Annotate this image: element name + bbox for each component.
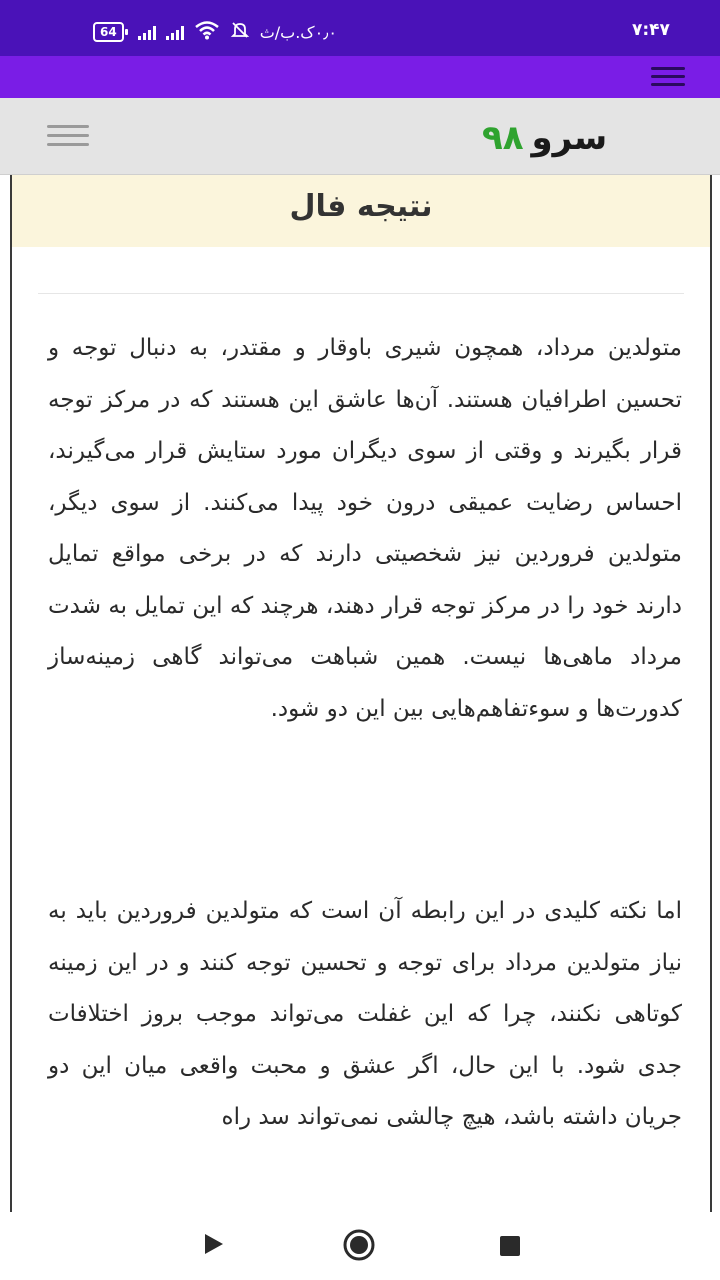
network-speed: ۰٫۰ک.ب/ث [259,22,338,42]
result-paragraph: متولدین مرداد، همچون شیری باوقار و مقتدر، به دنبال توجه و تحسین اطرافیان هستند. آن‌ها عاشق این هستند که در مرکز توجه قرار بگیرند و وقتی از سوی دیگران مورد ستایش قرار می‌گیرند، احساس رضایت عمیقی درون خود پیدا می‌کنند. از سوی دیگر، متولدین فروردین نیز شخصیتی دارند که در برخی مواقع تمایل دارند خود را در مرکز توجه قرار دهند، هرچند که این تمایل به شدت مرداد ماهی‌ها نیست. همین شباهت می‌تواند گاهی زمینه‌ساز کدورت‌ها و سوء‌تفاهم‌هایی بین این دو شود. [48,335,682,722]
home-icon[interactable] [343,1229,375,1261]
recents-icon[interactable] [500,1236,520,1256]
hamburger-icon[interactable] [651,67,685,87]
hamburger-icon[interactable] [47,125,89,147]
navigation-bar [0,1212,720,1280]
site-logo[interactable] [482,116,607,160]
notifications-muted-icon [230,20,250,44]
status-bar [0,0,720,56]
divider [38,293,684,294]
back-icon[interactable] [203,1232,225,1260]
signal-icon [138,24,156,40]
status-icons [93,20,337,44]
app-toolbar [0,56,720,98]
logo-word: سرو [531,118,608,158]
signal-icon [166,24,184,40]
page-title: نتیجه فال [289,189,433,224]
result-card [10,175,712,1215]
logo-number: ۹۸ [482,118,524,158]
result-paragraph: اما نکته کلیدی در این رابطه آن است که متولدین فروردین باید به نیاز متولدین مرداد برای توجه و تحسین توجه کنند و در این زمینه کوتاهی نکنند، چرا که این غفلت می‌تواند موجب بروز اختلافات جدی شود. با این حال، اگر عشق و محبت واقعی میان این دو جریان داشته باشد، هیچ چالشی نمی‌تواند سد راه [48,898,682,1130]
battery-icon [93,22,128,42]
site-header [0,98,720,175]
battery-level: 64 [93,22,124,42]
wifi-icon [194,20,220,44]
result-title-bar [12,175,710,247]
clock: ۷:۴۷ [632,20,670,40]
